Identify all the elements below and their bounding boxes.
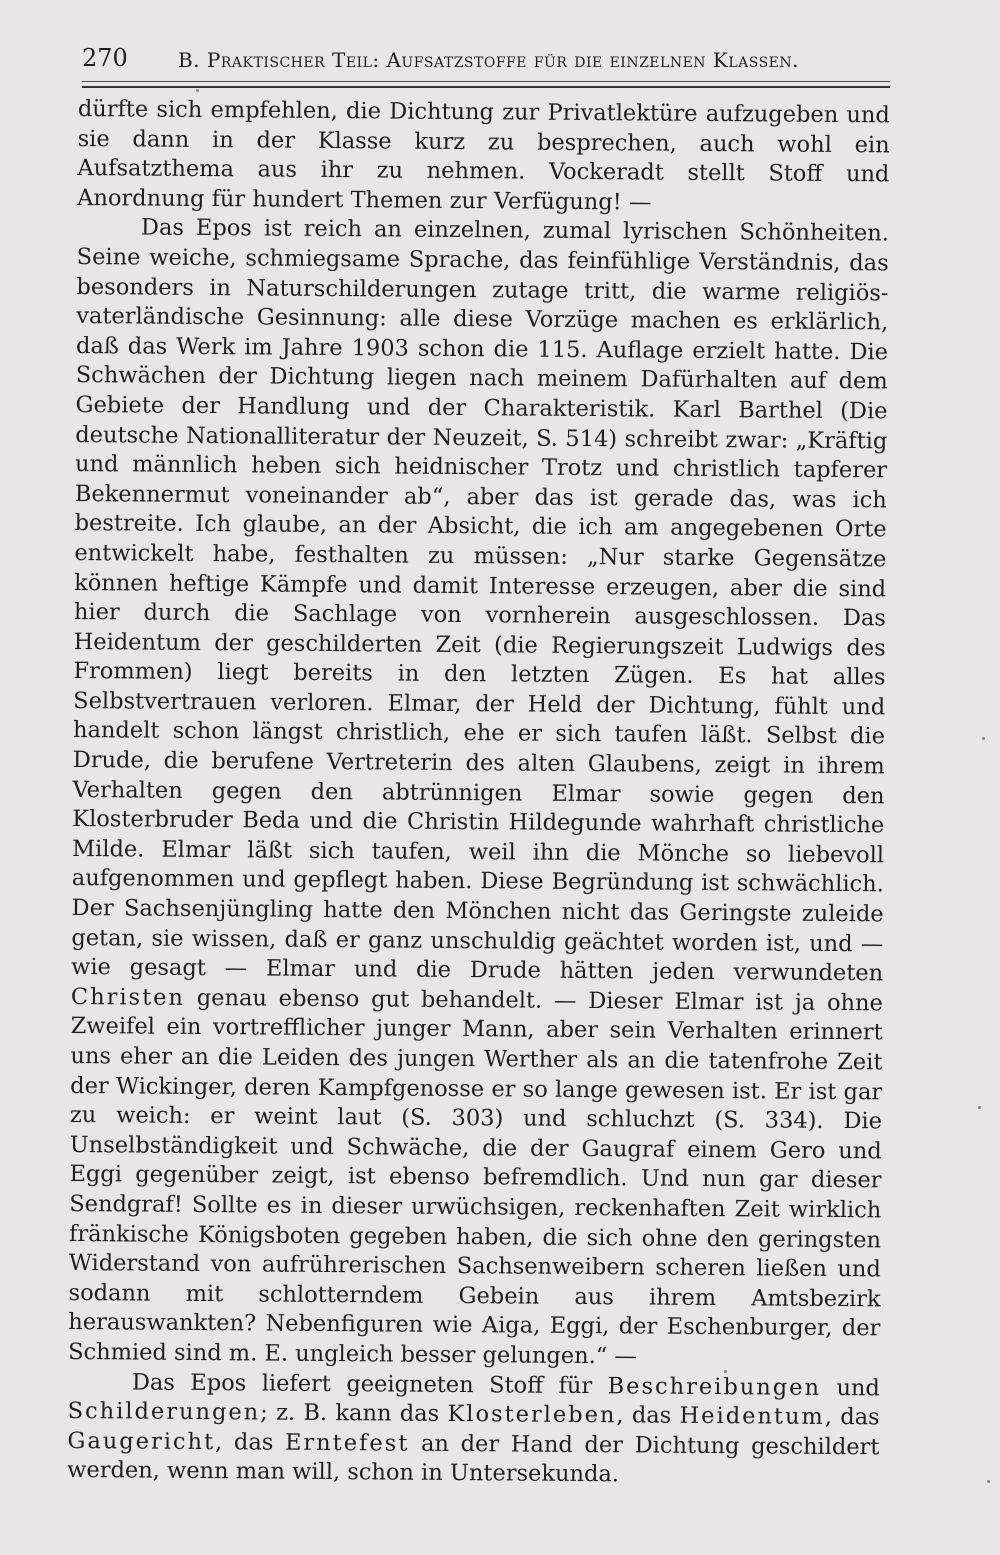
spaced-emphasis: Klosterleben [447, 1401, 617, 1429]
spaced-emphasis: Erntefest [284, 1429, 410, 1457]
header-rule-top [82, 81, 890, 82]
paragraph-text: , das [824, 1404, 880, 1431]
paper-speck [196, 89, 199, 92]
paragraph-text: an der Hand der Dichtung geschildert werden, wenn man will, schon in Untersekunda. [67, 1430, 880, 1488]
paragraph-text: ; z. B. kann das [260, 1399, 440, 1428]
paragraph-text: Das Epos ist reich an einzelnen, zumal lyrischen Schönheiten. Seine weiche, schmiegsame Sprache, das feinfühlige Verständnis, das besonders in Naturschilderungen zutage tritt, die warme religiös-vaterländische Gesinnung: alle diese Vorzüge machen es erklärlich, daß das Werk im Jahre 1903 schon die 115. Auflage erzielt hatte. Die Schwächen der Dichtung liegen nach meinem Dafürhalten auf dem Gebiete der Handlung und der Charakteristik. Karl Barthel (Die deutsche Nationalliteratur der Neuzeit, S. 514) schreibt zwar: „Kräftig und männlich heben sich heidnischer Trotz und christlich tapferer Bekennermut voneinander ab“, aber das ist gerade das, was ich bestreite. Ich glaube, an der Absicht, die ich am angegebenen Orte entwickelt habe, festhalten zu müssen: „Nur starke Gegensätze können heftige Kämpfe und damit Interesse erzeugen, aber die sind hier durch die Sachlage von vornherein ausgeschlossen. Das Heidentum der geschilderten Zeit (die Regierungszeit Ludwigs des Frommen) liegt bereits in den letzten Zügen. Es hat alles Selbstvertrauen verloren. Elmar, der Held der Dichtung, fühlt und handelt schon längst christlich, ehe er sich taufen läßt. Selbst die Drude, die berufene Vertreterin des alten Glaubens, zeigt in ihrem Verhalten gegen den abtrünnigen Elmar sowie gegen den Klosterbruder Beda und die Christin Hildegunde wahrhaft christliche Milde. Elmar läßt sich taufen, weil ihn die Mönche so liebevoll aufgenommen und gepflegt haben. Diese Begründung ist schwächlich. Der Sachsenjüngling hatte den Mönchen nicht das Geringste zuleide getan, sie wissen, daß er ganz unschuldig geächtet worden ist, und — wie gesagt — Elmar und die Drude hätten jeden verwundeten [71, 214, 890, 987]
page-number: 270 [82, 44, 128, 72]
paragraph-text: Das Epos liefert geeigneten Stoff für [131, 1368, 593, 1399]
paper-speck [978, 1106, 981, 1109]
paragraph-text: und [836, 1374, 880, 1401]
running-title: B. Praktischer Teil: Aufsatzstoffe für die einzelnen Klassen. [178, 48, 800, 72]
spaced-emphasis: Gaugericht [67, 1427, 216, 1455]
paper-speck [724, 1370, 727, 1373]
spaced-emphasis: Beschreibungen [607, 1372, 822, 1401]
page-header [82, 42, 892, 80]
paper-speck [982, 737, 985, 740]
paragraph-text: , das [616, 1402, 672, 1429]
paragraph-continuation: dürfte sich empfehlen, die Dichtung zur Privatlektüre aufzugeben und sie dann in der Klasse kurz zu besprechen, auch wohl ein Aufsatzthema aus ihr zu nehmen. Vockeradt stellt Stoff und Anordnung für hundert Themen zur Verfügung! — [77, 95, 890, 216]
body-text [67, 95, 890, 1492]
spaced-emphasis: Schilderungen [67, 1398, 261, 1426]
paragraph-text: genau ebenso gut behandelt. — Dieser Elmar ist ja ohne Zweifel ein vortrefflicher junger Mann, aber sein Verhalten erinnert uns eher an die Leiden des jungen Werther als an die tatenfrohe Zeit der Wickinger, deren Kampfgenosse er so lange gewesen ist. Er ist gar zu weich: er weint laut (S. 303) und schluchzt (S. 334). Die Unselbständigkeit und Schwäche, die der Gaugraf einem Gero und Eggi gegenüber zeigt, ist ebenso befremdlich. Und nun gar dieser Sendgraf! Sollte es in dieser urwüchsigen, reckenhaften Zeit wirklich fränkische Königsboten gegeben haben, die sich ohne den geringsten Widerstand von aufrührerischen Sachsenweibern scheren ließen und sodann mit schlotterndem Gebein aus ihrem Amtsbezirk herauswankten? Nebenfiguren wie Aiga, Eggi, der Eschenburger, der Schmied sind m. E. ungleich besser gelungen.“ — [68, 984, 883, 1370]
paper-speck [987, 1480, 990, 1483]
paragraph-topics [67, 1367, 880, 1492]
spaced-emphasis: Christen [70, 983, 186, 1011]
paragraph-text: , das [215, 1428, 274, 1456]
paragraph-epos-critique [68, 213, 889, 1373]
spaced-emphasis: Heidentum [679, 1402, 825, 1431]
header-rule-bottom [82, 86, 890, 88]
